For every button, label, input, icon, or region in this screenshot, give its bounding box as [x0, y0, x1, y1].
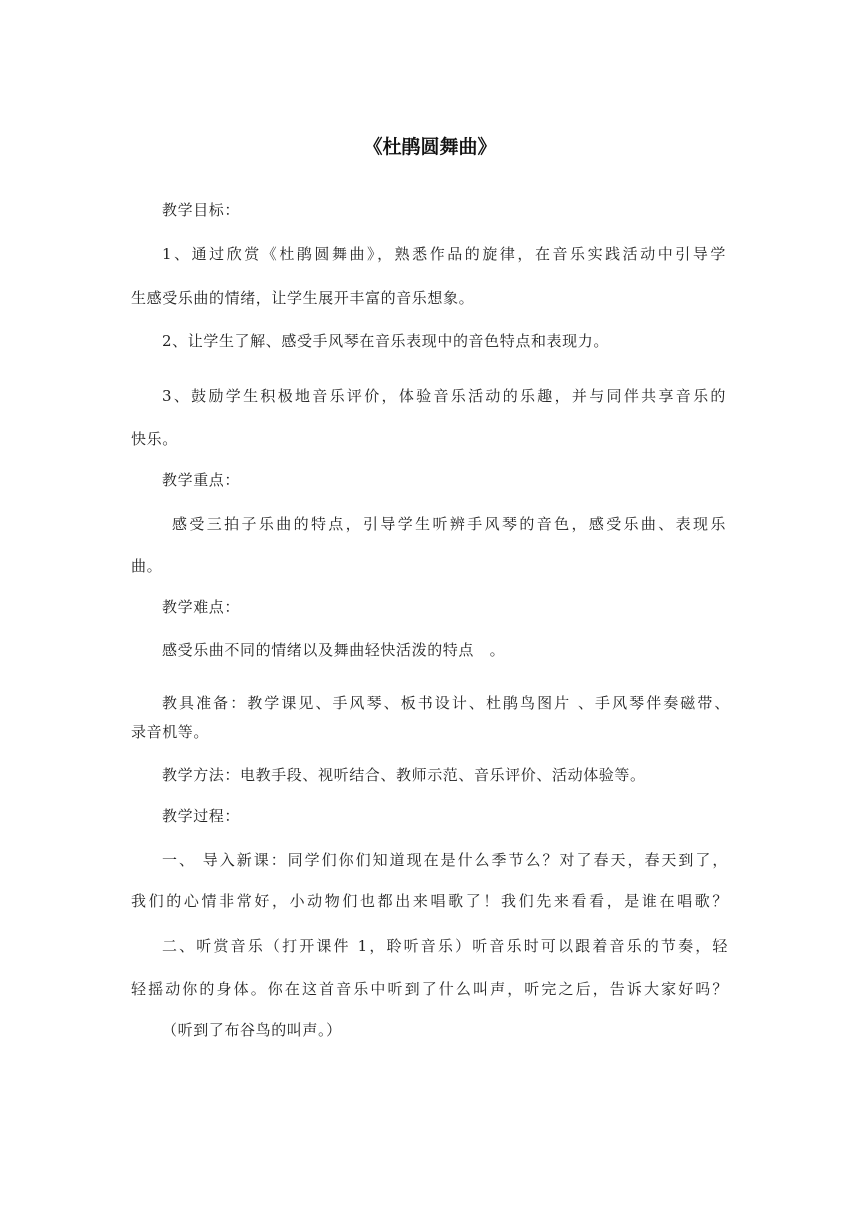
- paragraph-line: 录音机等。: [131, 723, 210, 741]
- document-title: 《杜鹃圆舞曲》: [363, 136, 497, 158]
- section-heading-objectives: 教学目标：: [162, 201, 241, 219]
- paragraph-line: 感受乐曲不同的情绪以及舞曲轻快活泼的特点 。: [162, 641, 506, 659]
- section-heading-process: 教学过程：: [162, 807, 241, 825]
- paragraph-line: 2、让学生了解、感受手风琴在音乐表现中的音色特点和表现力。: [162, 332, 609, 350]
- paragraph-line: 生感受乐曲的情绪，让学生展开丰富的音乐想象。: [131, 289, 475, 307]
- paragraph-line: 二、听赏音乐（打开课件 1，聆听音乐）听音乐时可以跟着音乐的节奏，轻: [162, 937, 728, 955]
- paragraph-line: 快乐。: [131, 430, 178, 448]
- section-heading-key-points: 教学重点：: [162, 471, 241, 489]
- paragraph-line: 教学方法：电教手段、视听结合、教师示范、音乐评价、活动体验等。: [162, 766, 646, 784]
- paragraph-line: 轻摇动你的身体。你在这首音乐中听到了什么叫声，听完之后，告诉大家好吗？: [131, 980, 728, 998]
- paragraph-line: 我们的心情非常好，小动物们也都出来唱歌了！我们先来看看，是谁在唱歌？: [131, 892, 728, 910]
- paragraph-line: 教具准备：教学课见、手风琴、板书设计、杜鹃鸟图片 、手风琴伴奏磁带、: [162, 694, 730, 712]
- section-heading-difficulties: 教学难点：: [162, 598, 241, 616]
- paragraph-line: 一、 导入新课：同学们你们知道现在是什么季节么？对了春天，春天到了，: [162, 851, 728, 869]
- paragraph-line: 感受三拍子乐曲的特点，引导学生听辨手风琴的音色，感受乐曲、表现乐: [172, 515, 726, 533]
- paragraph-line: 曲。: [131, 557, 163, 575]
- paragraph-line: 3、鼓励学生积极地音乐评价，体验音乐活动的乐趣，并与同伴共享音乐的: [162, 387, 726, 405]
- paragraph-line: （听到了布谷鸟的叫声。）: [162, 1021, 342, 1039]
- paragraph-line: 1、通过欣赏《杜鹃圆舞曲》，熟悉作品的旋律，在音乐实践活动中引导学: [162, 245, 726, 263]
